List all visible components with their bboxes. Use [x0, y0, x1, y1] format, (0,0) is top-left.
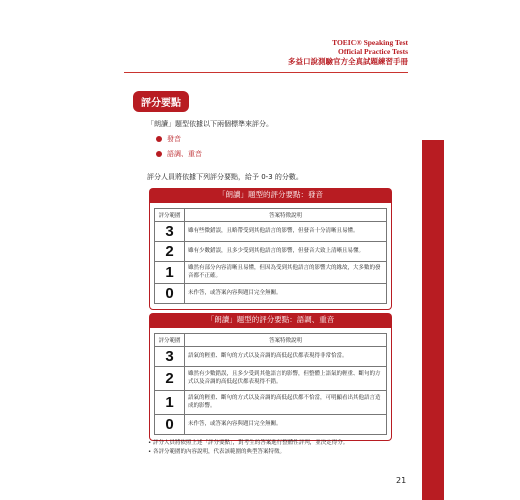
score-value: 0	[155, 284, 185, 304]
bullet-dot-icon	[156, 151, 162, 157]
criterion-item	[156, 134, 181, 144]
header-title-zh: 多益口說測驗官方全真試題練習手冊	[288, 56, 408, 66]
desc-column-header: 答案特徵說明	[185, 209, 387, 222]
footnote-item: • 各評分範圍的內容說明，代表該範圍的典型答案特徵。	[148, 449, 285, 456]
header-divider	[124, 72, 408, 73]
score-value: 2	[155, 367, 185, 391]
score-description: 雖然有部分內容清晰且易懂，但因為受到其他語言的影響大的緣故，大多數的發音都不正確。	[185, 262, 387, 284]
table-row	[155, 242, 387, 262]
desc-column-header: 答案特徵說明	[185, 334, 387, 347]
intro-text: 「朗讀」題型依據以下兩個標準來評分。	[147, 120, 273, 128]
criterion-item	[156, 149, 202, 159]
score-value: 2	[155, 242, 185, 262]
score-value: 1	[155, 391, 185, 415]
table-row	[155, 367, 387, 391]
score-description: 未作答，或答案內容與題目完全無關。	[185, 284, 387, 304]
scoring-table	[154, 208, 387, 304]
score-value: 3	[155, 222, 185, 242]
page-header	[288, 38, 408, 66]
score-description: 雖有些微錯誤，且略帶受到其他語言的影響，但發音十分清晰且易懂。	[185, 222, 387, 242]
header-subtitle-en: Official Practice Tests	[338, 47, 408, 57]
page-number: 21	[396, 476, 407, 485]
table-row	[155, 262, 387, 284]
score-value: 0	[155, 415, 185, 435]
score-value: 1	[155, 262, 185, 284]
footnote-item: • 評分人員將依照上述「評分要點」，對考生的答案進行整體性評判，並決定得分。	[148, 440, 349, 446]
table-row	[155, 347, 387, 367]
table-row	[155, 391, 387, 415]
score-description: 雖然有少數錯誤，且多少受到其他語言的影響，但整體上語氣的輕重、斷句的方式以及音調的高低起伏都表現得不錯。	[185, 367, 387, 391]
table-row	[155, 415, 387, 435]
scoring-intro: 評分人員將依據下列評分要點，給予 0-3 的分數。	[147, 173, 303, 181]
scoring-table	[154, 333, 387, 435]
footnotes	[148, 439, 348, 458]
score-description: 語氣的輕重、斷句的方式以及音調的高低起伏都表現得非常恰當。	[185, 347, 387, 367]
scoring-table-pronunciation	[149, 188, 392, 310]
table-row	[155, 222, 387, 242]
table-header-row	[155, 334, 387, 347]
section-title: 評分要點	[133, 91, 189, 112]
table-row	[155, 284, 387, 304]
score-description: 語氣的輕重、斷句的方式以及音調的高低起伏都不恰當，可明顯看出其他語言造成的影響。	[185, 391, 387, 415]
score-column-header: 評分範圍	[155, 334, 185, 347]
header-title-en: TOEIC® Speaking Test	[332, 38, 408, 47]
score-description: 雖有少數錯誤，且多少受到其他語言的影響，但發音大致上清晰且易懂。	[185, 242, 387, 262]
decorative-side-bar	[422, 140, 444, 500]
table-title: 「朗讀」題型的評分要點：發音	[149, 188, 392, 202]
criterion-label: 語調、重音	[167, 150, 202, 158]
bullet-dot-icon	[156, 136, 162, 142]
table-title: 「朗讀」題型的評分要點：語調、重音	[149, 313, 392, 327]
table-header-row	[155, 209, 387, 222]
criterion-label: 發音	[167, 135, 181, 143]
score-description: 未作答，或答案內容與題目完全無關。	[185, 415, 387, 435]
score-column-header: 評分範圍	[155, 209, 185, 222]
score-value: 3	[155, 347, 185, 367]
scoring-table-intonation	[149, 313, 392, 441]
